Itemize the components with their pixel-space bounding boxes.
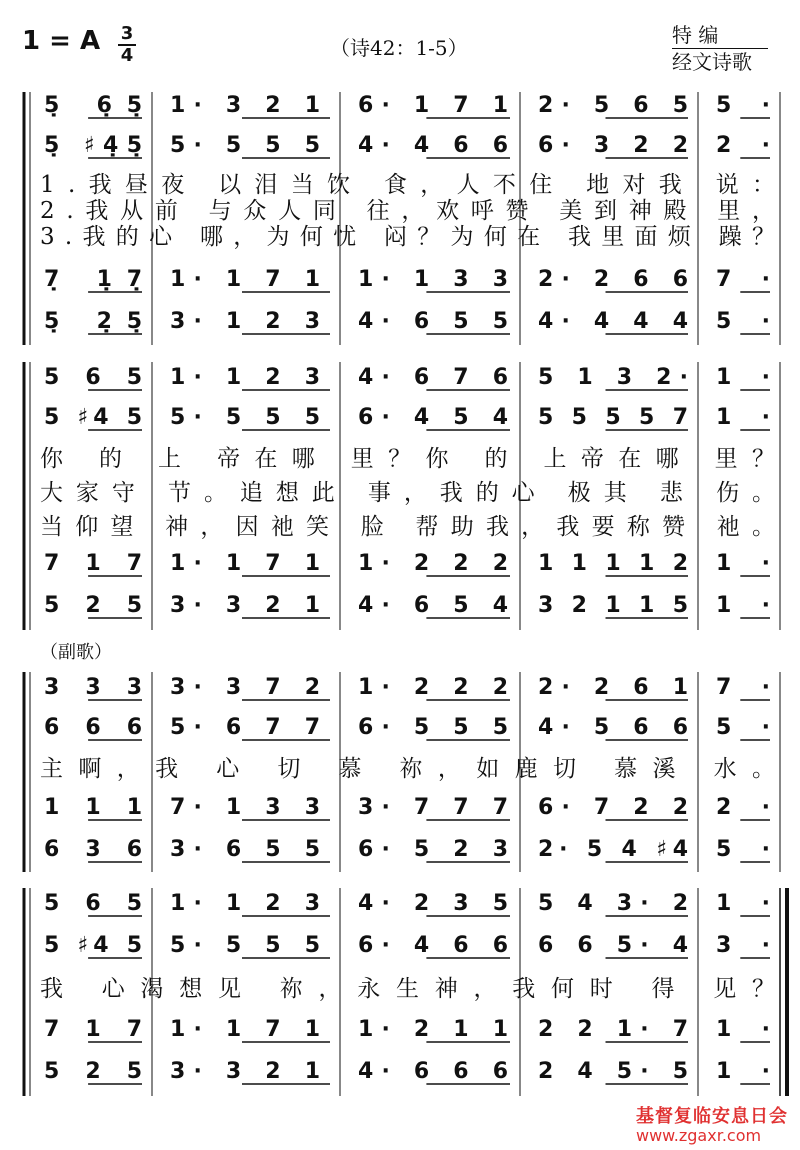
note-group: 7̣ 1̣7̣ xyxy=(44,267,142,292)
note-group: 5 6 5 xyxy=(44,365,142,390)
note-group: 2· 2 6 6 xyxy=(538,267,688,292)
arranger-credit: 特 编 xyxy=(672,22,768,49)
note-group: 1· 1 7 1 xyxy=(170,1017,320,1042)
lyric-line: 主啊，我 心 切 慕 祢，如鹿切 慕溪 水。 xyxy=(40,756,775,782)
lyric-line: 1.我昼夜 以泪当饮 食，人不住 地对我 说： xyxy=(40,172,775,198)
note-group: 3· xyxy=(716,933,770,958)
note-group: 5· xyxy=(716,837,770,862)
lyric-line: 2.我从前 与众人同 往，欢呼赞 美到神殿 里， xyxy=(40,198,775,224)
note-group: 2 2 1· 7 xyxy=(538,1017,688,1042)
note-group: 5 1 3 2· xyxy=(538,365,688,390)
note-group: 5 2 5 xyxy=(44,593,142,618)
lyric-line: 你 的 上 帝在哪 里？你 的 上帝在哪 里？ xyxy=(40,446,775,472)
note-group: 7· xyxy=(716,675,770,700)
note-group: 6· 5 5 5 xyxy=(358,715,508,740)
time-signature-numerator: 3 xyxy=(118,24,136,46)
note-group: 5 2 5 xyxy=(44,1059,142,1084)
note-group: 2· xyxy=(716,133,770,158)
note-group: 3· 1 2 3 xyxy=(170,309,320,334)
note-group: 4· 6 5 4 xyxy=(358,593,508,618)
note-group: 1· 1 7 1 xyxy=(170,551,320,576)
note-group: 7· 1 3 3 xyxy=(170,795,320,820)
note-group: 1 1 1 1 2 xyxy=(538,551,688,576)
note-group: 4· 2 3 5 xyxy=(358,891,508,916)
note-group: 5· 5 5 5 xyxy=(170,933,320,958)
note-group: 6 6 6 xyxy=(44,715,142,740)
note-group: 7· xyxy=(716,267,770,292)
note-group: 4· 6 5 5 xyxy=(358,309,508,334)
note-group: 5 4 3· 2 xyxy=(538,891,688,916)
note-group: 1· xyxy=(716,1059,770,1084)
note-group: 5· xyxy=(716,93,770,118)
note-group: 1· 3 2 1 xyxy=(170,93,320,118)
note-group: 3· 7 7 7 xyxy=(358,795,508,820)
source-credit: 经文诗歌 xyxy=(672,50,752,74)
note-group: 6· 5 2 3 xyxy=(358,837,508,862)
note-group: 5· 6 7 7 xyxy=(170,715,320,740)
note-group: 3· 3 2 1 xyxy=(170,593,320,618)
note-group: 6 3 6 xyxy=(44,837,142,862)
note-group: 6· 4 5 4 xyxy=(358,405,508,430)
note-group: 1· xyxy=(716,365,770,390)
note-group: 1· xyxy=(716,593,770,618)
note-group: 3 2 1 1 5 xyxy=(538,593,688,618)
chorus-label: （副歌） xyxy=(40,642,112,663)
note-group: 5 5 5 5 7 xyxy=(538,405,688,430)
note-group: 5 6 5 xyxy=(44,891,142,916)
note-group: 5̣ ♯4̣5̣ xyxy=(44,133,142,158)
note-group: 5· 5 5 5 xyxy=(170,133,320,158)
note-group: 1· 2 1 1 xyxy=(358,1017,508,1042)
note-group: 3· 6 5 5 xyxy=(170,837,320,862)
note-group: 5 ♯4 5 xyxy=(44,405,142,430)
note-group: 5̣ 2̣5̣ xyxy=(44,309,142,334)
note-group: 5̣ 6̣5̣ xyxy=(44,93,142,118)
note-group: 4· 6 7 6 xyxy=(358,365,508,390)
lyric-line: 我 心渴想见 祢，永生神，我何时 得 见？ xyxy=(40,976,775,1002)
watermark-url: www.zgaxr.com xyxy=(636,1126,762,1145)
note-group: 3· 3 2 1 xyxy=(170,1059,320,1084)
note-group: 6· 3 2 2 xyxy=(538,133,688,158)
note-group: 1· 1 7 1 xyxy=(170,267,320,292)
time-signature-denominator: 4 xyxy=(120,45,134,66)
note-group: 7 1 7 xyxy=(44,1017,142,1042)
note-group: 2· 2 6 1 xyxy=(538,675,688,700)
note-group: 1· xyxy=(716,891,770,916)
note-group: 5· xyxy=(716,715,770,740)
note-group: 2 4 5· 5 xyxy=(538,1059,688,1084)
note-group: 4· 5 6 6 xyxy=(538,715,688,740)
note-group: 1· xyxy=(716,551,770,576)
note-group: 1· 2 2 2 xyxy=(358,675,508,700)
lyric-line: 3.我的心 哪，为何忧 闷？为何在 我里面烦 躁？ xyxy=(40,224,775,250)
note-group: 6· 4 6 6 xyxy=(358,933,508,958)
note-group: 5· xyxy=(716,309,770,334)
note-group: 1· 2 2 2 xyxy=(358,551,508,576)
scripture-reference: （诗42：1-5） xyxy=(330,36,468,60)
note-group: 2· 5 4 ♯4 xyxy=(538,837,688,862)
lyric-line: 大家守 节。追想此 事，我的心 极其 悲 伤。 xyxy=(40,480,775,506)
note-group: 3 3 3 xyxy=(44,675,142,700)
note-group: 1· 1 2 3 xyxy=(170,365,320,390)
note-group: 1· 1 3 3 xyxy=(358,267,508,292)
key-signature: 1 = A xyxy=(22,26,101,56)
note-group: 2· 5 6 5 xyxy=(538,93,688,118)
note-group: 4· 6 6 6 xyxy=(358,1059,508,1084)
note-group: 1· 1 2 3 xyxy=(170,891,320,916)
watermark-church-name: 基督复临安息日会 xyxy=(636,1106,788,1127)
note-group: 6 6 5· 4 xyxy=(538,933,688,958)
lyric-line: 当仰望 神，因祂笑 脸 帮助我，我要称赞 祂。 xyxy=(40,514,775,540)
note-group: 1· xyxy=(716,405,770,430)
note-group: 1 1 1 xyxy=(44,795,142,820)
note-group: 3· 3 7 2 xyxy=(170,675,320,700)
note-group: 2· xyxy=(716,795,770,820)
note-group: 7 1 7 xyxy=(44,551,142,576)
note-group: 6· 1 7 1 xyxy=(358,93,508,118)
note-group: 1· xyxy=(716,1017,770,1042)
note-group: 6· 7 2 2 xyxy=(538,795,688,820)
note-group: 4· 4 6 6 xyxy=(358,133,508,158)
note-group: 5 ♯4 5 xyxy=(44,933,142,958)
note-group: 5· 5 5 5 xyxy=(170,405,320,430)
note-group: 4· 4 4 4 xyxy=(538,309,688,334)
